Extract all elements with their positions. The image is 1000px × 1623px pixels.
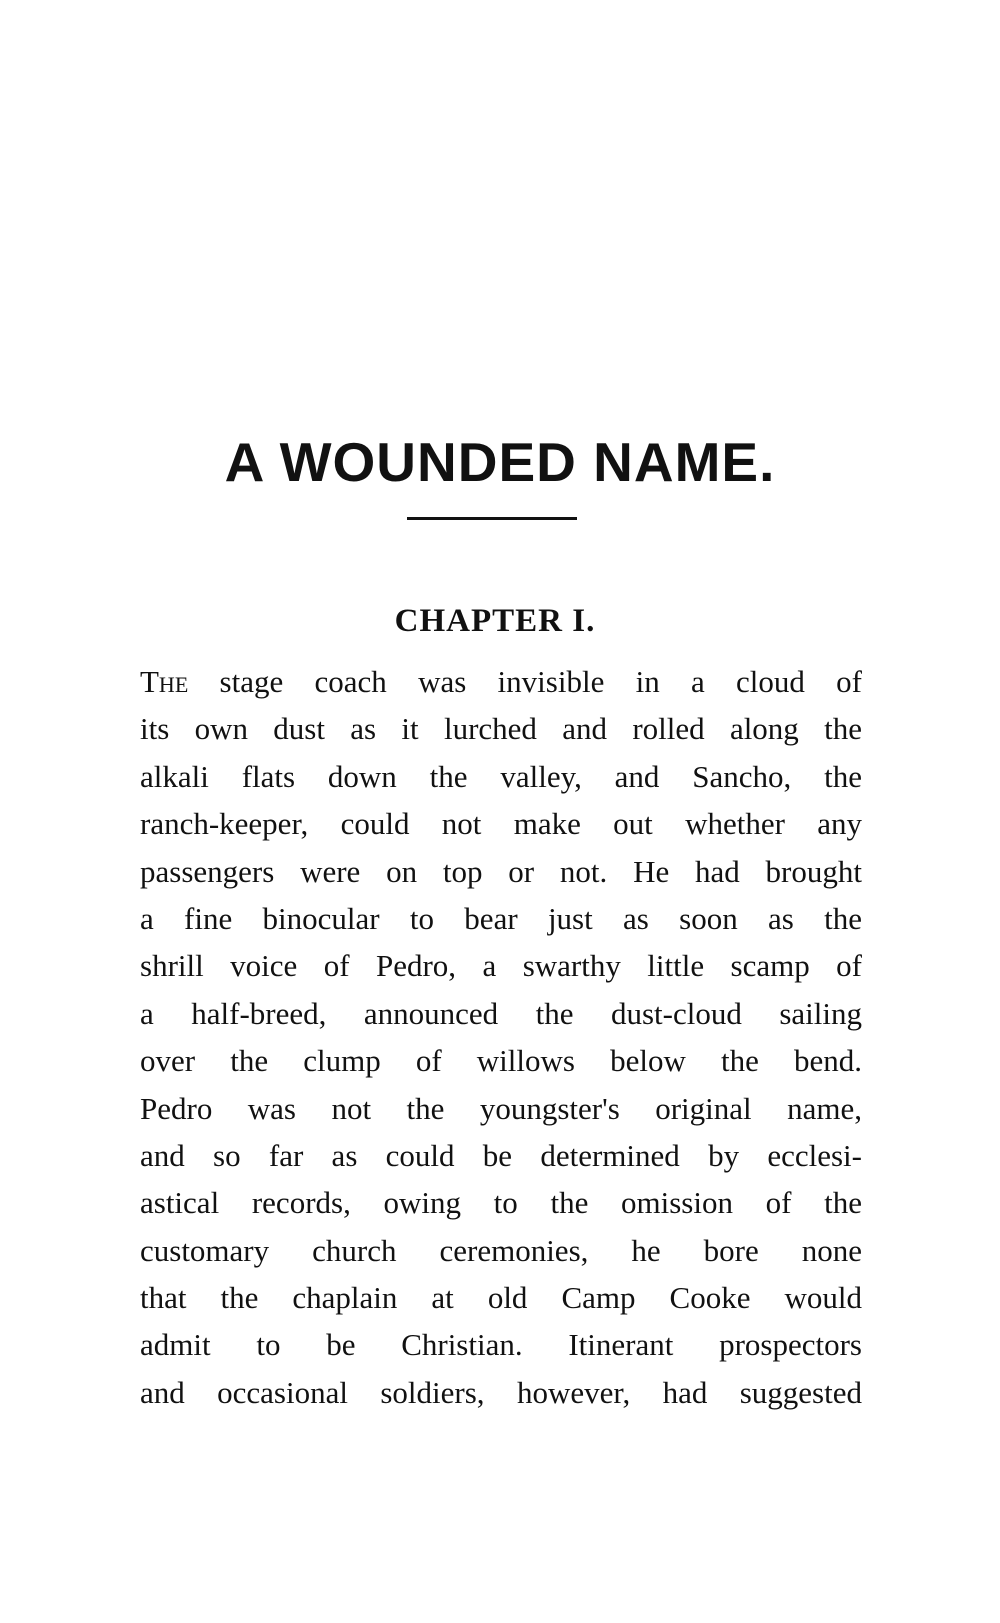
text-line-10: Pedro was not the youngster's original name, <box>140 1090 862 1126</box>
text-line-2: its own dust as it lurched and rolled along the <box>140 711 862 747</box>
text-line-14: that the chaplain at old Camp Cooke would <box>140 1280 862 1316</box>
text-line-3: alkali flats down the valley, and Sancho, the <box>140 758 862 794</box>
chapter-paragraph <box>140 658 862 1416</box>
text-line-11: and so far as could be determined by ecclesi- <box>140 1137 862 1173</box>
text-line-4: ranch-keeper, could not make out whether any <box>140 806 862 842</box>
text-line-7: shrill voice of Pedro, a swarthy little scamp of <box>140 948 862 984</box>
text-line-12: astical records, owing to the omission of the <box>140 1185 862 1221</box>
book-title: A WOUNDED NAME. <box>224 430 776 493</box>
title-divider <box>407 517 577 520</box>
text-line-6: a fine binocular to bear just as soon as the <box>140 900 862 936</box>
chapter-heading: CHAPTER I. <box>394 603 596 640</box>
text-line-13: customary church ceremonies, he bore none <box>140 1232 862 1268</box>
text-line-9: over the clump of willows below the bend. <box>140 1043 862 1079</box>
text-line-1-rest: stage coach was invisible in a cloud of <box>219 664 862 699</box>
text-line-1 <box>140 658 862 705</box>
text-line-8: a half-breed, announced the dust-cloud sailing <box>140 995 862 1031</box>
lead-word: The <box>140 664 189 699</box>
text-line-15: admit to be Christian. Itinerant prospectors <box>140 1327 862 1363</box>
text-line-5: passengers were on top or not. He had brought <box>140 853 862 889</box>
text-line-16: and occasional soldiers, however, had suggested <box>140 1374 862 1410</box>
